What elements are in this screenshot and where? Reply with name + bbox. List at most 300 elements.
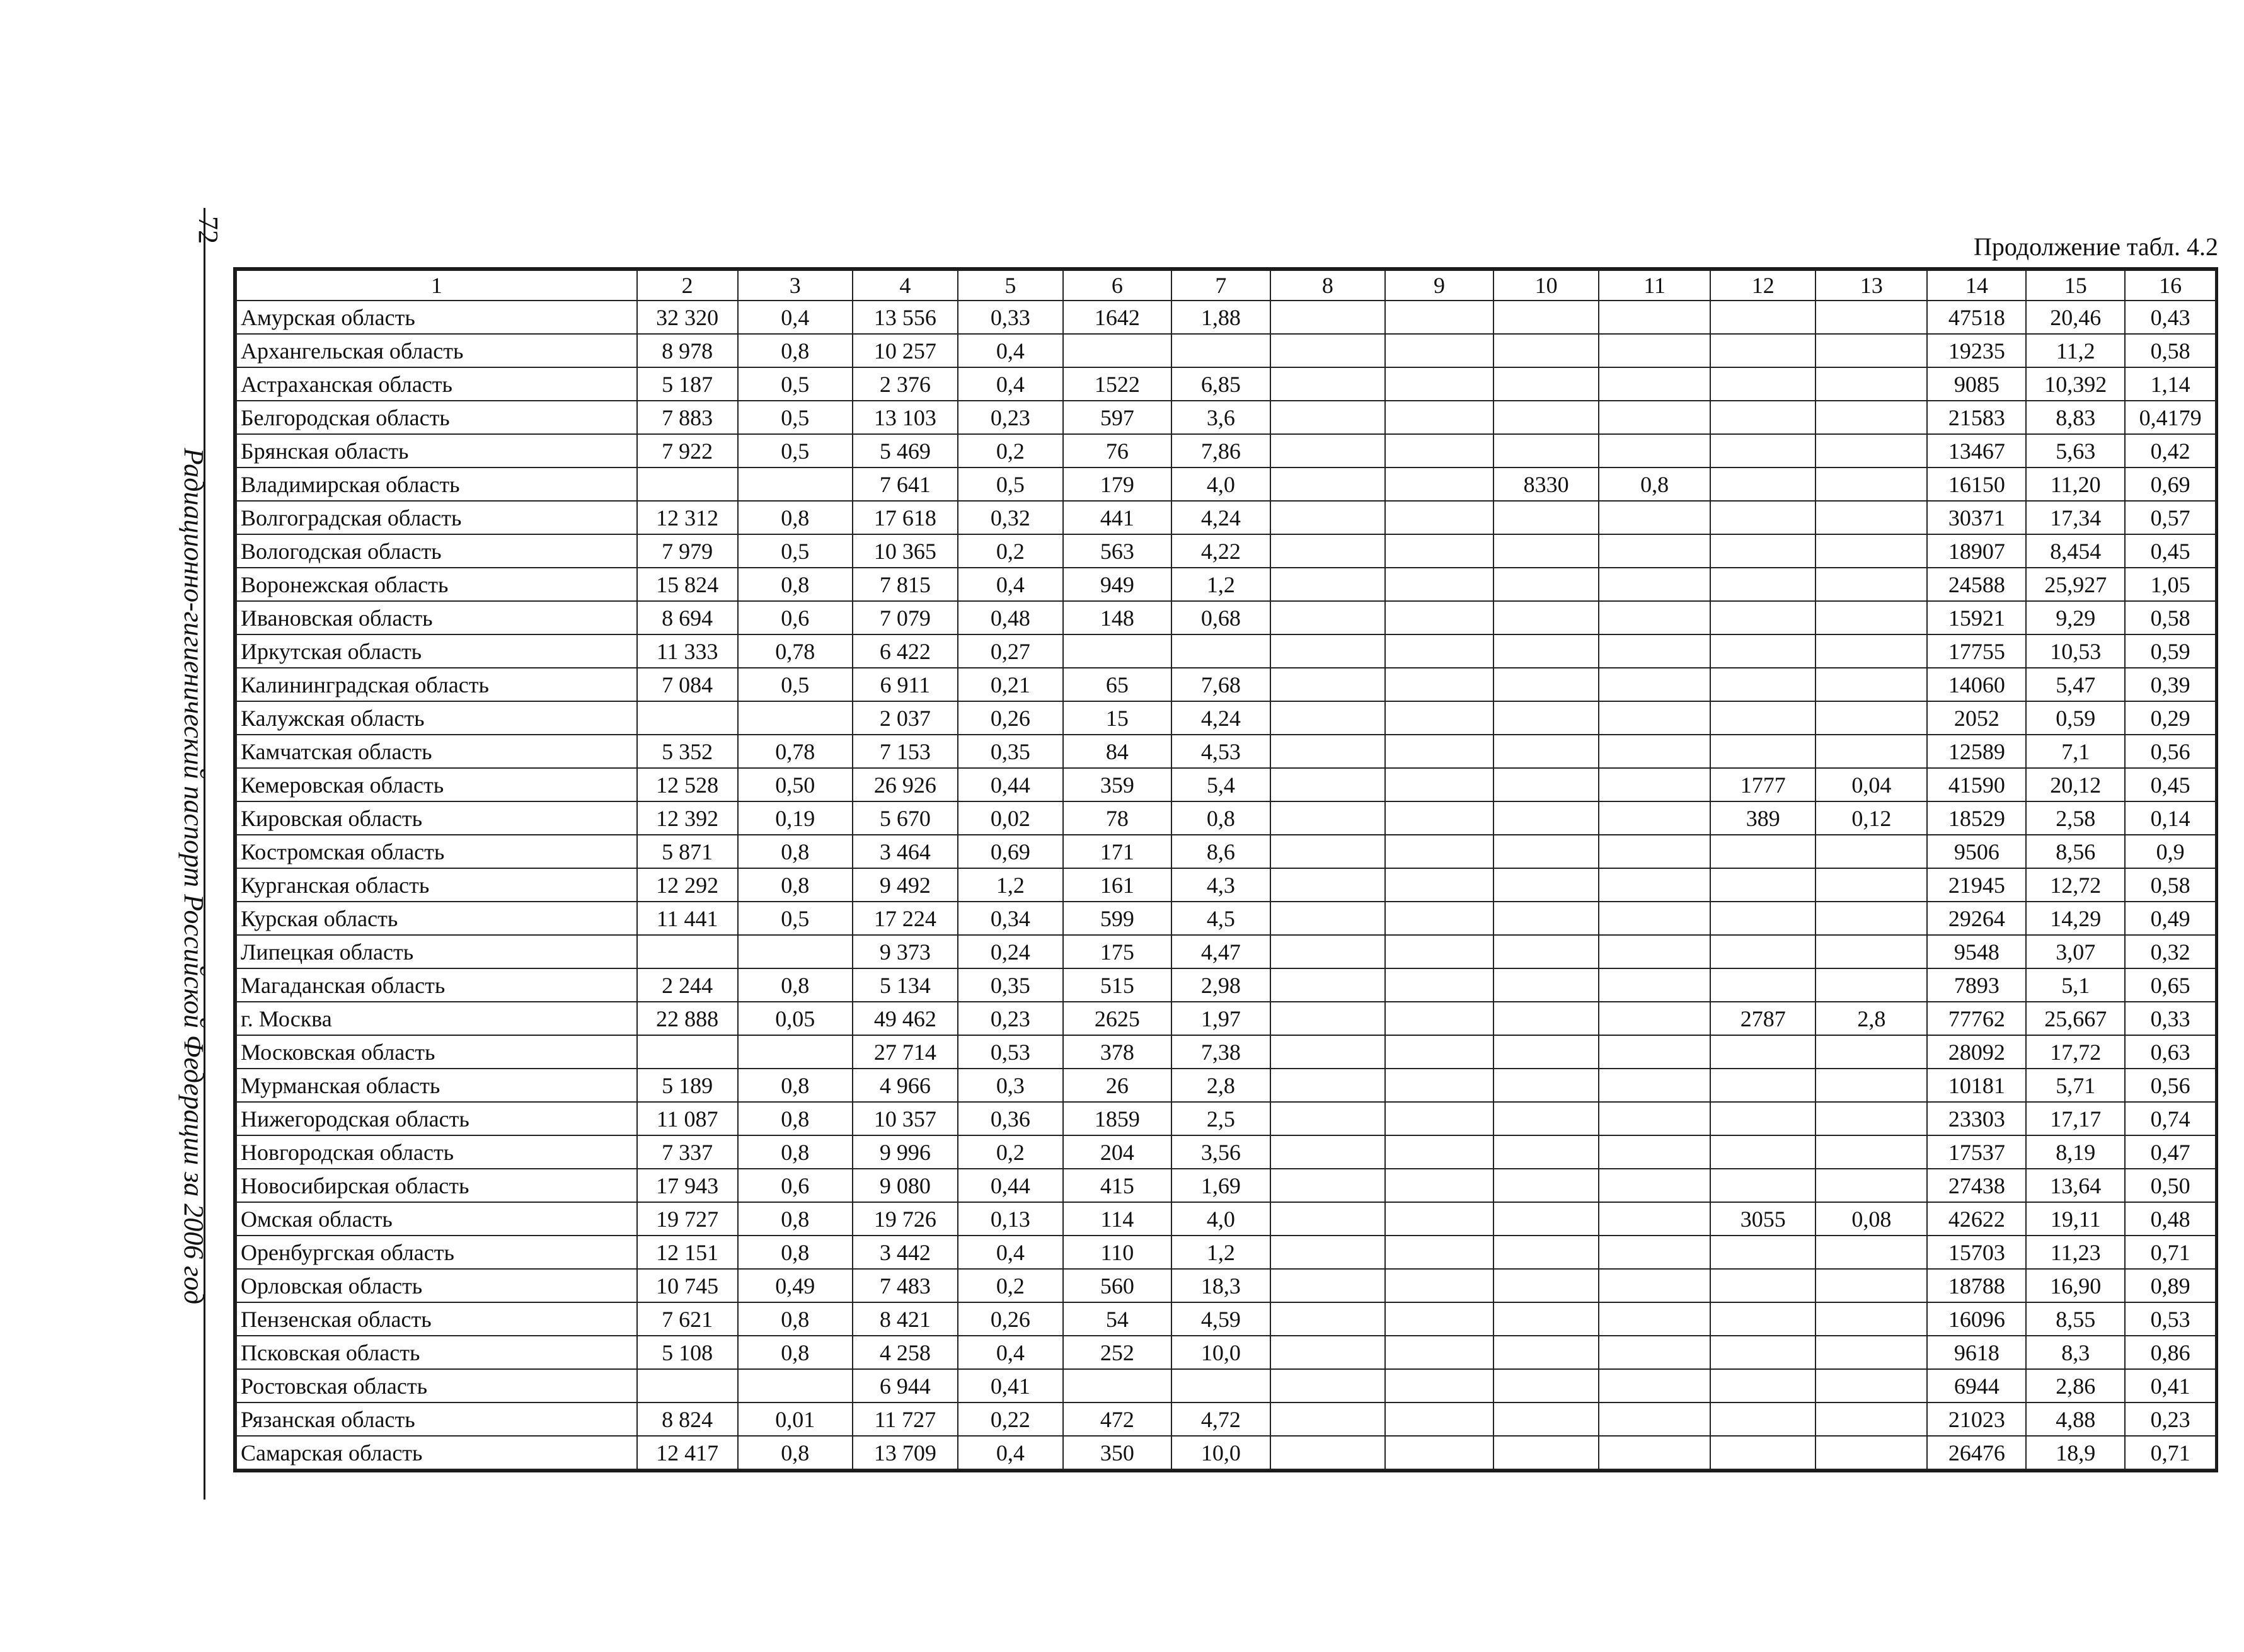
value-cell-col-8 <box>1270 1069 1385 1102</box>
value-cell-col-7: 4,0 <box>1171 1202 1270 1236</box>
value-cell-col-8 <box>1270 334 1385 367</box>
value-cell-col-9 <box>1385 1035 1493 1069</box>
value-cell-col-4: 13 103 <box>853 401 958 434</box>
value-cell-col-4: 6 911 <box>853 668 958 701</box>
value-cell-col-12 <box>1710 902 1815 935</box>
value-cell-col-13 <box>1815 1436 1927 1469</box>
value-cell-col-7: 4,53 <box>1171 735 1270 768</box>
value-cell-col-12 <box>1710 634 1815 668</box>
value-cell-col-9 <box>1385 868 1493 902</box>
value-cell-col-7 <box>1171 634 1270 668</box>
value-cell-col-16: 0,43 <box>2125 301 2216 334</box>
value-cell-col-4: 2 376 <box>853 367 958 401</box>
value-cell-col-5: 0,2 <box>958 1135 1063 1169</box>
value-cell-col-13 <box>1815 935 1927 968</box>
value-cell-col-7: 4,24 <box>1171 501 1270 534</box>
column-header-13: 13 <box>1815 270 1927 301</box>
value-cell-col-3: 0,19 <box>738 801 853 835</box>
value-cell-col-13 <box>1815 334 1927 367</box>
value-cell-col-14: 24588 <box>1927 568 2026 601</box>
value-cell-col-12 <box>1710 1236 1815 1269</box>
table-row <box>236 801 2216 835</box>
value-cell-col-8 <box>1270 968 1385 1002</box>
value-cell-col-10 <box>1493 1135 1599 1169</box>
value-cell-col-3: 0,8 <box>738 1236 853 1269</box>
value-cell-col-14: 15921 <box>1927 601 2026 634</box>
region-name-cell: Иркутская область <box>236 634 637 668</box>
region-name-cell: Пензенская область <box>236 1302 637 1336</box>
value-cell-col-6: 359 <box>1063 768 1171 801</box>
value-cell-col-11 <box>1599 801 1710 835</box>
value-cell-col-16: 0,58 <box>2125 334 2216 367</box>
region-name-cell: Оренбургская область <box>236 1236 637 1269</box>
value-cell-col-2: 12 392 <box>637 801 738 835</box>
value-cell-col-5: 0,13 <box>958 1202 1063 1236</box>
value-cell-col-10 <box>1493 1102 1599 1135</box>
value-cell-col-5: 0,44 <box>958 768 1063 801</box>
value-cell-col-13 <box>1815 1102 1927 1135</box>
value-cell-col-10 <box>1493 1302 1599 1336</box>
value-cell-col-15: 2,86 <box>2026 1369 2125 1402</box>
table-row <box>236 1002 2216 1035</box>
table-row <box>236 1436 2216 1469</box>
value-cell-col-4: 6 422 <box>853 634 958 668</box>
table-row <box>236 1069 2216 1102</box>
value-cell-col-16: 1,14 <box>2125 367 2216 401</box>
value-cell-col-12 <box>1710 401 1815 434</box>
value-cell-col-10 <box>1493 1069 1599 1102</box>
value-cell-col-16: 0,58 <box>2125 601 2216 634</box>
value-cell-col-6: 114 <box>1063 1202 1171 1236</box>
value-cell-col-14: 13467 <box>1927 434 2026 467</box>
value-cell-col-3: 0,01 <box>738 1402 853 1436</box>
value-cell-col-4: 5 670 <box>853 801 958 835</box>
value-cell-col-9 <box>1385 534 1493 568</box>
value-cell-col-14: 2052 <box>1927 701 2026 735</box>
value-cell-col-5: 0,21 <box>958 668 1063 701</box>
value-cell-col-15: 5,63 <box>2026 434 2125 467</box>
region-name-cell: Амурская область <box>236 301 637 334</box>
value-cell-col-13: 0,08 <box>1815 1202 1927 1236</box>
value-cell-col-14: 9548 <box>1927 935 2026 968</box>
region-name-cell: Волгоградская область <box>236 501 637 534</box>
value-cell-col-16: 0,71 <box>2125 1236 2216 1269</box>
value-cell-col-2: 11 441 <box>637 902 738 935</box>
value-cell-col-10 <box>1493 1402 1599 1436</box>
value-cell-col-13 <box>1815 534 1927 568</box>
value-cell-col-4: 27 714 <box>853 1035 958 1069</box>
value-cell-col-11 <box>1599 334 1710 367</box>
value-cell-col-13 <box>1815 434 1927 467</box>
value-cell-col-12 <box>1710 534 1815 568</box>
value-cell-col-12 <box>1710 1169 1815 1202</box>
value-cell-col-14: 28092 <box>1927 1035 2026 1069</box>
value-cell-col-15: 9,29 <box>2026 601 2125 634</box>
table-row <box>236 968 2216 1002</box>
value-cell-col-12 <box>1710 701 1815 735</box>
value-cell-col-8 <box>1270 467 1385 501</box>
value-cell-col-4: 9 492 <box>853 868 958 902</box>
value-cell-col-16: 0,41 <box>2125 1369 2216 1402</box>
value-cell-col-11 <box>1599 968 1710 1002</box>
value-cell-col-3: 0,8 <box>738 1436 853 1469</box>
table-row <box>236 1236 2216 1269</box>
value-cell-col-3: 0,8 <box>738 1102 853 1135</box>
value-cell-col-12 <box>1710 735 1815 768</box>
value-cell-col-7: 4,72 <box>1171 1402 1270 1436</box>
value-cell-col-10 <box>1493 668 1599 701</box>
value-cell-col-9 <box>1385 835 1493 868</box>
value-cell-col-8 <box>1270 601 1385 634</box>
value-cell-col-10 <box>1493 701 1599 735</box>
column-header-2: 2 <box>637 270 738 301</box>
value-cell-col-6: 563 <box>1063 534 1171 568</box>
value-cell-col-6: 84 <box>1063 735 1171 768</box>
value-cell-col-6: 26 <box>1063 1069 1171 1102</box>
column-header-8: 8 <box>1270 270 1385 301</box>
column-header-11: 11 <box>1599 270 1710 301</box>
value-cell-col-14: 9085 <box>1927 367 2026 401</box>
value-cell-col-5: 1,2 <box>958 868 1063 902</box>
value-cell-col-5: 0,35 <box>958 735 1063 768</box>
value-cell-col-12 <box>1710 1302 1815 1336</box>
value-cell-col-10 <box>1493 434 1599 467</box>
value-cell-col-14: 6944 <box>1927 1369 2026 1402</box>
value-cell-col-5: 0,3 <box>958 1069 1063 1102</box>
value-cell-col-2 <box>637 1035 738 1069</box>
value-cell-col-15: 11,2 <box>2026 334 2125 367</box>
value-cell-col-5: 0,36 <box>958 1102 1063 1135</box>
data-table <box>236 270 2216 1470</box>
value-cell-col-8 <box>1270 501 1385 534</box>
value-cell-col-13 <box>1815 501 1927 534</box>
value-cell-col-5: 0,34 <box>958 902 1063 935</box>
value-cell-col-10 <box>1493 935 1599 968</box>
region-name-cell: Новгородская область <box>236 1135 637 1169</box>
value-cell-col-10 <box>1493 1236 1599 1269</box>
value-cell-col-12 <box>1710 935 1815 968</box>
value-cell-col-6: 415 <box>1063 1169 1171 1202</box>
value-cell-col-14: 23303 <box>1927 1102 2026 1135</box>
value-cell-col-10 <box>1493 835 1599 868</box>
region-name-cell: Мурманская область <box>236 1069 637 1102</box>
value-cell-col-8 <box>1270 534 1385 568</box>
value-cell-col-3: 0,8 <box>738 1202 853 1236</box>
value-cell-col-14: 30371 <box>1927 501 2026 534</box>
value-cell-col-4: 3 464 <box>853 835 958 868</box>
value-cell-col-8 <box>1270 701 1385 735</box>
value-cell-col-2: 15 824 <box>637 568 738 601</box>
value-cell-col-10 <box>1493 367 1599 401</box>
value-cell-col-12 <box>1710 1269 1815 1302</box>
value-cell-col-10 <box>1493 334 1599 367</box>
region-name-cell: Липецкая область <box>236 935 637 968</box>
value-cell-col-16: 0,65 <box>2125 968 2216 1002</box>
value-cell-col-16: 0,42 <box>2125 434 2216 467</box>
value-cell-col-13 <box>1815 401 1927 434</box>
value-cell-col-16: 0,86 <box>2125 1336 2216 1369</box>
value-cell-col-6 <box>1063 1369 1171 1402</box>
value-cell-col-2: 12 292 <box>637 868 738 902</box>
value-cell-col-12: 2787 <box>1710 1002 1815 1035</box>
value-cell-col-5: 0,2 <box>958 534 1063 568</box>
value-cell-col-7: 1,88 <box>1171 301 1270 334</box>
value-cell-col-9 <box>1385 434 1493 467</box>
value-cell-col-7: 7,68 <box>1171 668 1270 701</box>
value-cell-col-5: 0,33 <box>958 301 1063 334</box>
value-cell-col-12 <box>1710 1102 1815 1135</box>
value-cell-col-7: 10,0 <box>1171 1336 1270 1369</box>
value-cell-col-2: 17 943 <box>637 1169 738 1202</box>
region-name-cell: Костромская область <box>236 835 637 868</box>
value-cell-col-7: 10,0 <box>1171 1436 1270 1469</box>
value-cell-col-3: 0,5 <box>738 668 853 701</box>
value-cell-col-7: 0,68 <box>1171 601 1270 634</box>
value-cell-col-4: 9 080 <box>853 1169 958 1202</box>
region-name-cell: Белгородская область <box>236 401 637 434</box>
value-cell-col-15: 16,90 <box>2026 1269 2125 1302</box>
table-caption: Продолжение табл. 4.2 <box>1974 232 2218 261</box>
value-cell-col-9 <box>1385 1369 1493 1402</box>
column-header-14: 14 <box>1927 270 2026 301</box>
value-cell-col-12 <box>1710 1369 1815 1402</box>
value-cell-col-15: 17,72 <box>2026 1035 2125 1069</box>
table-row <box>236 1369 2216 1402</box>
value-cell-col-9 <box>1385 701 1493 735</box>
value-cell-col-9 <box>1385 301 1493 334</box>
region-name-cell: Курганская область <box>236 868 637 902</box>
value-cell-col-4: 10 357 <box>853 1102 958 1135</box>
value-cell-col-12 <box>1710 501 1815 534</box>
value-cell-col-11 <box>1599 568 1710 601</box>
value-cell-col-12 <box>1710 434 1815 467</box>
value-cell-col-16: 0,56 <box>2125 1069 2216 1102</box>
region-name-cell: Магаданская область <box>236 968 637 1002</box>
value-cell-col-8 <box>1270 1135 1385 1169</box>
value-cell-col-11 <box>1599 768 1710 801</box>
value-cell-col-8 <box>1270 768 1385 801</box>
value-cell-col-8 <box>1270 568 1385 601</box>
value-cell-col-2: 11 087 <box>637 1102 738 1135</box>
value-cell-col-16: 0,23 <box>2125 1402 2216 1436</box>
value-cell-col-3: 0,8 <box>738 501 853 534</box>
value-cell-col-2: 5 352 <box>637 735 738 768</box>
value-cell-col-8 <box>1270 868 1385 902</box>
value-cell-col-7: 4,59 <box>1171 1302 1270 1336</box>
value-cell-col-8 <box>1270 668 1385 701</box>
value-cell-col-5: 0,23 <box>958 401 1063 434</box>
value-cell-col-2: 12 312 <box>637 501 738 534</box>
value-cell-col-9 <box>1385 902 1493 935</box>
value-cell-col-5: 0,44 <box>958 1169 1063 1202</box>
value-cell-col-16: 0,45 <box>2125 534 2216 568</box>
value-cell-col-13 <box>1815 1135 1927 1169</box>
table-body <box>236 301 2216 1469</box>
value-cell-col-8 <box>1270 401 1385 434</box>
value-cell-col-9 <box>1385 801 1493 835</box>
value-cell-col-16: 0,63 <box>2125 1035 2216 1069</box>
table-row <box>236 401 2216 434</box>
value-cell-col-14: 27438 <box>1927 1169 2026 1202</box>
value-cell-col-16: 0,4179 <box>2125 401 2216 434</box>
value-cell-col-4: 7 153 <box>853 735 958 768</box>
value-cell-col-16: 0,57 <box>2125 501 2216 534</box>
value-cell-col-3: 0,8 <box>738 835 853 868</box>
column-header-15: 15 <box>2026 270 2125 301</box>
value-cell-col-5: 0,41 <box>958 1369 1063 1402</box>
value-cell-col-6: 2625 <box>1063 1002 1171 1035</box>
value-cell-col-14: 12589 <box>1927 735 2026 768</box>
value-cell-col-9 <box>1385 568 1493 601</box>
value-cell-col-5: 0,4 <box>958 1236 1063 1269</box>
value-cell-col-7: 1,69 <box>1171 1169 1270 1202</box>
value-cell-col-15: 8,55 <box>2026 1302 2125 1336</box>
table-row <box>236 1202 2216 1236</box>
table-row <box>236 1336 2216 1369</box>
table-row <box>236 534 2216 568</box>
value-cell-col-9 <box>1385 1202 1493 1236</box>
value-cell-col-9 <box>1385 1302 1493 1336</box>
value-cell-col-2: 11 333 <box>637 634 738 668</box>
value-cell-col-14: 7893 <box>1927 968 2026 1002</box>
value-cell-col-14: 29264 <box>1927 902 2026 935</box>
value-cell-col-15: 5,71 <box>2026 1069 2125 1102</box>
column-header-16: 16 <box>2125 270 2216 301</box>
table-row <box>236 301 2216 334</box>
value-cell-col-15: 8,3 <box>2026 1336 2125 1369</box>
value-cell-col-8 <box>1270 367 1385 401</box>
value-cell-col-14: 47518 <box>1927 301 2026 334</box>
value-cell-col-13 <box>1815 968 1927 1002</box>
value-cell-col-13 <box>1815 1236 1927 1269</box>
region-name-cell: Владимирская область <box>236 467 637 501</box>
value-cell-col-4: 7 815 <box>853 568 958 601</box>
value-cell-col-9 <box>1385 1135 1493 1169</box>
region-name-cell: Московская область <box>236 1035 637 1069</box>
value-cell-col-11 <box>1599 1169 1710 1202</box>
column-header-9: 9 <box>1385 270 1493 301</box>
value-cell-col-13 <box>1815 1169 1927 1202</box>
value-cell-col-16: 0,14 <box>2125 801 2216 835</box>
region-name-cell: Новосибирская область <box>236 1169 637 1202</box>
table-row <box>236 434 2216 467</box>
value-cell-col-5: 0,26 <box>958 701 1063 735</box>
value-cell-col-3: 0,4 <box>738 301 853 334</box>
value-cell-col-9 <box>1385 601 1493 634</box>
value-cell-col-11 <box>1599 534 1710 568</box>
value-cell-col-7: 3,6 <box>1171 401 1270 434</box>
value-cell-col-3: 0,5 <box>738 401 853 434</box>
value-cell-col-2: 5 871 <box>637 835 738 868</box>
value-cell-col-8 <box>1270 1169 1385 1202</box>
region-name-cell: Калининградская область <box>236 668 637 701</box>
value-cell-col-5: 0,35 <box>958 968 1063 1002</box>
value-cell-col-14: 21023 <box>1927 1402 2026 1436</box>
value-cell-col-13 <box>1815 835 1927 868</box>
value-cell-col-11 <box>1599 1135 1710 1169</box>
value-cell-col-9 <box>1385 768 1493 801</box>
value-cell-col-15: 8,83 <box>2026 401 2125 434</box>
value-cell-col-5: 0,4 <box>958 367 1063 401</box>
region-name-cell: Брянская область <box>236 434 637 467</box>
value-cell-col-15: 8,454 <box>2026 534 2125 568</box>
value-cell-col-7: 7,86 <box>1171 434 1270 467</box>
value-cell-col-8 <box>1270 1369 1385 1402</box>
value-cell-col-10 <box>1493 568 1599 601</box>
value-cell-col-8 <box>1270 1035 1385 1069</box>
value-cell-col-7: 5,4 <box>1171 768 1270 801</box>
value-cell-col-6: 599 <box>1063 902 1171 935</box>
region-name-cell: Ивановская область <box>236 601 637 634</box>
region-name-cell: Псковская область <box>236 1336 637 1369</box>
page-number: 72 <box>193 216 224 244</box>
header-row <box>236 270 2216 301</box>
value-cell-col-15: 14,29 <box>2026 902 2125 935</box>
value-cell-col-5: 0,2 <box>958 434 1063 467</box>
value-cell-col-13 <box>1815 668 1927 701</box>
column-header-5: 5 <box>958 270 1063 301</box>
value-cell-col-4: 49 462 <box>853 1002 958 1035</box>
value-cell-col-3 <box>738 701 853 735</box>
value-cell-col-8 <box>1270 801 1385 835</box>
value-cell-col-14: 9618 <box>1927 1336 2026 1369</box>
value-cell-col-8 <box>1270 835 1385 868</box>
value-cell-col-4: 19 726 <box>853 1202 958 1236</box>
value-cell-col-12 <box>1710 601 1815 634</box>
region-name-cell: Омская область <box>236 1202 637 1236</box>
value-cell-col-4: 9 373 <box>853 935 958 968</box>
value-cell-col-12: 1777 <box>1710 768 1815 801</box>
value-cell-col-5: 0,24 <box>958 935 1063 968</box>
value-cell-col-5: 0,53 <box>958 1035 1063 1069</box>
region-name-cell: Курская область <box>236 902 637 935</box>
value-cell-col-10 <box>1493 601 1599 634</box>
value-cell-col-13: 0,12 <box>1815 801 1927 835</box>
value-cell-col-5: 0,26 <box>958 1302 1063 1336</box>
value-cell-col-6: 350 <box>1063 1436 1171 1469</box>
value-cell-col-10 <box>1493 968 1599 1002</box>
value-cell-col-13 <box>1815 467 1927 501</box>
value-cell-col-11 <box>1599 868 1710 902</box>
value-cell-col-14: 17755 <box>1927 634 2026 668</box>
value-cell-col-16: 0,29 <box>2125 701 2216 735</box>
value-cell-col-7: 4,3 <box>1171 868 1270 902</box>
value-cell-col-15: 25,667 <box>2026 1002 2125 1035</box>
value-cell-col-15: 20,46 <box>2026 301 2125 334</box>
value-cell-col-12: 3055 <box>1710 1202 1815 1236</box>
value-cell-col-11 <box>1599 1302 1710 1336</box>
table-row <box>236 501 2216 534</box>
value-cell-col-16: 1,05 <box>2125 568 2216 601</box>
value-cell-col-2 <box>637 701 738 735</box>
value-cell-col-9 <box>1385 1102 1493 1135</box>
value-cell-col-15: 8,56 <box>2026 835 2125 868</box>
table-row <box>236 467 2216 501</box>
value-cell-col-12 <box>1710 1135 1815 1169</box>
region-name-cell: Камчатская область <box>236 735 637 768</box>
value-cell-col-16: 0,45 <box>2125 768 2216 801</box>
value-cell-col-4: 8 421 <box>853 1302 958 1336</box>
column-header-4: 4 <box>853 270 958 301</box>
value-cell-col-13: 0,04 <box>1815 768 1927 801</box>
value-cell-col-16: 0,59 <box>2125 634 2216 668</box>
value-cell-col-2 <box>637 935 738 968</box>
value-cell-col-13 <box>1815 1035 1927 1069</box>
value-cell-col-15: 0,59 <box>2026 701 2125 735</box>
value-cell-col-12: 389 <box>1710 801 1815 835</box>
column-header-3: 3 <box>738 270 853 301</box>
value-cell-col-2: 5 187 <box>637 367 738 401</box>
